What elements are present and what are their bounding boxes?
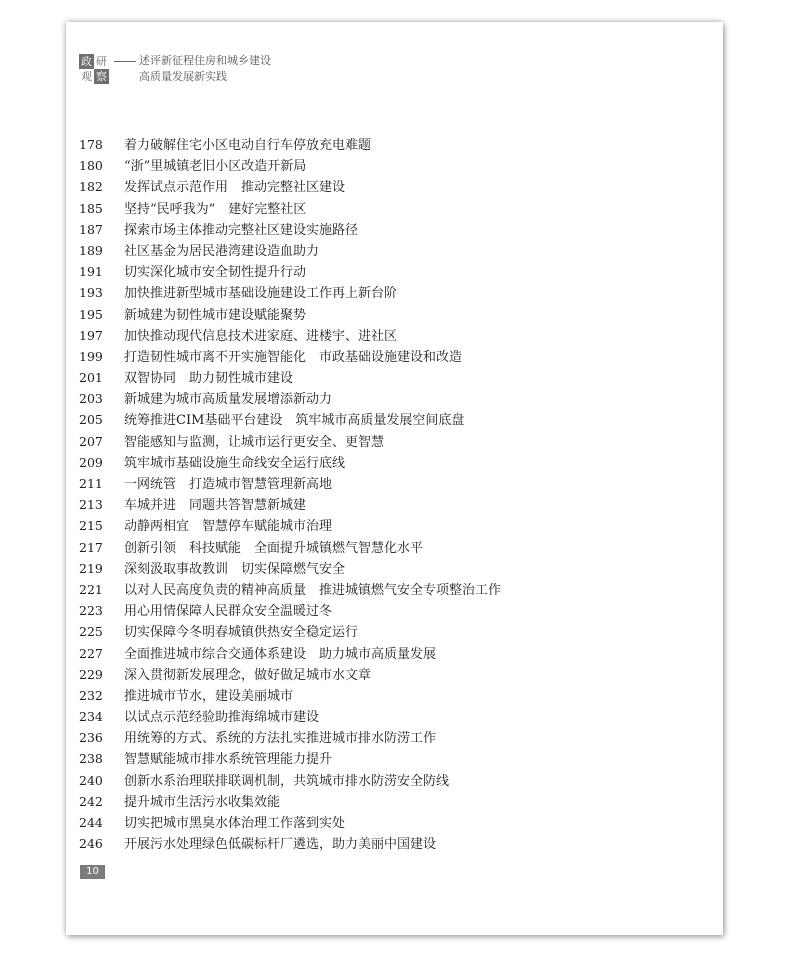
toc-page-number: 242 [79,793,103,809]
toc-entry [79,218,639,239]
toc-title: 推进城市节水，建设美丽城市 [124,688,294,704]
toc-title: 开展污水处理绿色低碳标杆厂遴选，助力美丽中国建设 [124,837,437,853]
toc-page-number: 205 [79,412,103,428]
table-of-contents [79,133,639,853]
toc-page-number: 195 [79,306,103,322]
toc-page-number: 180 [79,158,103,174]
toc-page-number: 193 [79,285,103,301]
toc-title: 用统筹的方式、系统的方法扎实推进城市排水防涝工作 [124,731,437,747]
toc-title: 筑牢城市基础设施生命线安全运行底线 [124,455,346,471]
toc-title: 以试点示范经验助推海绵城市建设 [124,710,320,726]
series-subtitle: 高质量发展新实践 [139,70,227,83]
toc-entry [79,705,639,726]
toc-page-number: 227 [79,645,103,661]
toc-title: 创新水系治理联排联调机制，共筑城市排水防涝安全防线 [124,773,450,789]
toc-entry [79,514,639,535]
toc-entry [79,260,639,281]
toc-entry [79,726,639,747]
toc-title: 提升城市生活污水收集效能 [124,794,281,810]
toc-entry [79,747,639,768]
toc-page-number: 221 [79,581,103,597]
toc-entry [79,281,639,302]
toc-page-number: 236 [79,730,103,746]
toc-title: 社区基金为居民港湾建设造血助力 [124,243,320,259]
toc-page-number: 219 [79,560,103,576]
toc-entry [79,811,639,832]
toc-entry [79,408,639,429]
logo-char: 观 [81,70,92,83]
toc-page-number: 185 [79,200,103,216]
series-title-text: 述评新征程住房和城乡建设 [139,54,271,67]
toc-entry [79,472,639,493]
toc-entry [79,599,639,620]
running-header [79,54,379,84]
toc-title: 探索市场主体推动完整社区建设实施路径 [124,222,359,238]
toc-title: 新城建为韧性城市建设赋能聚势 [124,307,307,323]
toc-page-number: 223 [79,603,103,619]
toc-title: 坚持“民呼我为” 建好完整社区 [124,201,307,217]
toc-page-number: 238 [79,751,103,767]
logo-char: 察 [96,70,107,83]
toc-entry [79,790,639,811]
toc-entry [79,642,639,663]
toc-page-number: 234 [79,709,103,725]
toc-entry [79,430,639,451]
title-dash [114,61,136,62]
toc-page-number: 209 [79,454,103,470]
toc-title: “浙”里城镇老旧小区改造开新局 [124,159,307,175]
toc-page-number: 178 [79,137,103,152]
toc-entry [79,154,639,175]
toc-entry [79,769,639,790]
series-title [114,53,271,68]
toc-entry [79,620,639,641]
toc-entry [79,133,639,154]
toc-title: 切实深化城市安全韧性提升行动 [124,265,307,281]
toc-entry [79,663,639,684]
toc-title: 打造韧性城市离不开实施智能化 市政基础设施建设和改造 [124,349,463,365]
toc-entry [79,578,639,599]
toc-page-number: 246 [79,836,103,852]
toc-entry [79,684,639,705]
page-number: 10 [80,865,105,879]
toc-title: 切实保障今冬明春城镇供热安全稳定运行 [124,625,359,641]
toc-title: 用心用情保障人民群众安全温暖过冬 [124,604,333,620]
toc-title: 统筹推进CIM基础平台建设 筑牢城市高质量发展空间底盘 [124,413,465,429]
toc-page-number: 213 [79,497,103,513]
toc-entry [79,451,639,472]
toc-title: 发挥试点示范作用 推动完整社区建设 [124,180,346,196]
series-logo [79,54,109,84]
toc-page-number: 197 [79,327,103,343]
toc-entry [79,303,639,324]
toc-title: 加快推进新型城市基础设施建设工作再上新台阶 [124,286,398,302]
toc-page-number: 182 [79,179,103,195]
toc-title: 一网统管 打造城市智慧管理新高地 [124,477,333,492]
toc-title: 智能感知与监测，让城市运行更安全、更智慧 [124,434,385,450]
toc-title: 创新引领 科技赋能 全面提升城镇燃气智慧化水平 [124,540,424,556]
toc-entry [79,832,639,853]
toc-title: 动静两相宜 智慧停车赋能城市治理 [124,519,333,535]
toc-page-number: 211 [79,476,103,491]
toc-entry [79,239,639,260]
toc-entry [79,345,639,366]
toc-entry [79,175,639,196]
toc-title: 切实把城市黑臭水体治理工作落到实处 [124,816,346,831]
toc-page-number: 225 [79,624,103,640]
toc-page-number: 232 [79,687,103,703]
toc-title: 加快推动现代信息技术进家庭、进楼宇、进社区 [124,328,398,344]
toc-entry [79,197,639,218]
toc-page-number: 187 [79,221,103,237]
toc-title: 以对人民高度负责的精神高质量 推进城镇燃气安全专项整治工作 [124,582,502,598]
toc-title: 新城建为城市高质量发展增添新动力 [124,392,333,408]
toc-entry [79,557,639,578]
toc-entry [79,366,639,387]
toc-page-number: 217 [79,539,103,555]
toc-title: 车城并进 同题共答智慧新城建 [124,498,307,514]
toc-title: 深入贯彻新发展理念，做好做足城市水文章 [124,667,372,683]
toc-entry [79,536,639,557]
toc-page-number: 207 [79,433,103,449]
toc-entry [79,387,639,408]
toc-page-number: 240 [79,772,103,788]
toc-title: 着力破解住宅小区电动自行车停放充电难题 [124,138,372,153]
toc-title: 全面推进城市综合交通体系建设 助力城市高质量发展 [124,646,437,662]
logo-char: 研 [96,55,107,68]
toc-page-number: 203 [79,391,103,407]
toc-page-number: 201 [79,370,103,386]
toc-title: 双智协同 助力韧性城市建设 [124,371,294,387]
toc-page-number: 189 [79,242,103,258]
toc-page-number: 199 [79,348,103,364]
toc-entry [79,493,639,514]
toc-page-number: 215 [79,518,103,534]
toc-title: 深刻汲取事故教训 切实保障燃气安全 [124,561,346,577]
toc-page-number: 244 [79,815,103,830]
logo-char: 政 [81,55,92,68]
toc-entry [79,324,639,345]
toc-page-number: 191 [79,264,103,280]
toc-page-number: 229 [79,666,103,682]
toc-title: 智慧赋能城市排水系统管理能力提升 [124,752,333,768]
